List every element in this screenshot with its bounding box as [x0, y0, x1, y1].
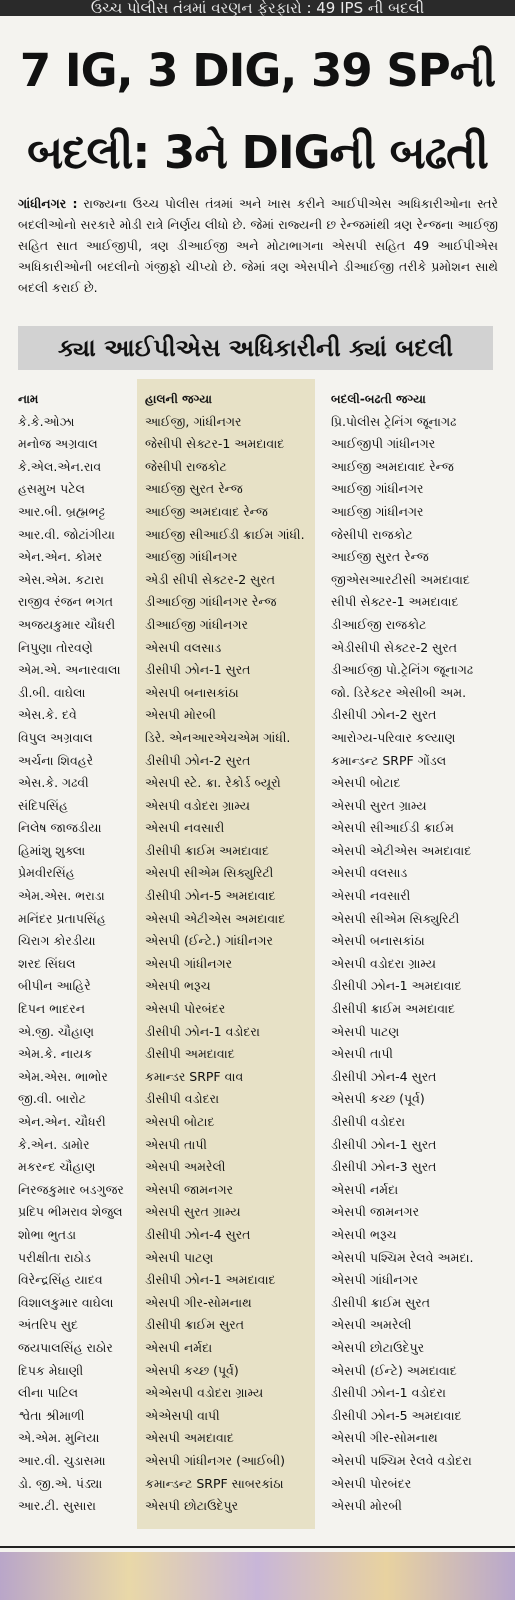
table-row — [0, 817, 515, 840]
new-post: એસપી વલસાડ — [331, 865, 408, 881]
current-post: એસપી વલસાડ — [145, 639, 222, 655]
current-post: એસપી મોરબી — [145, 707, 216, 723]
officer-name: નિલેષ જાજડીયા — [18, 820, 102, 836]
table-row — [0, 637, 515, 660]
table-row — [0, 885, 515, 908]
table-row — [0, 953, 515, 976]
current-post: એસપી નર્મદા — [145, 1339, 213, 1355]
current-post: આઈજી સુરત રેન્જ — [145, 481, 243, 497]
new-post: એસપી પોરબંદર — [331, 1475, 412, 1491]
current-post: એસપી કચ્છ (પૂર્વ) — [145, 1362, 239, 1378]
top-strip-text: ઉચ્ચ પોલીસ તંત્રમાં વરણન ફેરફારો : 49 IPS ની બદલી — [90, 0, 425, 16]
new-post: કમાન્ડન્ટ SRPF ગોંડલ — [331, 752, 447, 768]
new-post: એસપી તાપી — [331, 1046, 394, 1062]
table-row — [0, 1224, 515, 1247]
new-post: એસપી પશ્ચિમ રેલવે અમદા. — [331, 1249, 474, 1265]
new-post: એસપી નર્મદા — [331, 1181, 399, 1197]
officer-name: પ્રદિપ ભીમરાવ શેજુલ — [18, 1204, 123, 1220]
new-post: એસપી સીએમ સિક્યુરિટી — [331, 910, 460, 926]
current-post: આઈજી, ગાંધીનગર — [145, 413, 242, 429]
officer-name: અર્ચના શિવહરે — [18, 752, 94, 768]
officer-name: એન.એન. કોમર — [18, 549, 103, 565]
officer-name: રાજીવ રંજન ભગત — [18, 594, 114, 610]
officer-name: ડી.બી. વાઘેલા — [18, 684, 86, 700]
table-row — [0, 591, 515, 614]
table-row — [0, 998, 515, 1021]
officer-name: એમ.એસ. ભરાડા — [18, 888, 105, 904]
current-post: ડીસીપી ઝોન-1 સુરત — [145, 662, 251, 678]
officer-name: બીપીન આહિરે — [18, 978, 91, 994]
current-post: એસપી તાપી — [145, 1136, 208, 1152]
table-row — [0, 1021, 515, 1044]
new-post: એસપી નવસારી — [331, 888, 411, 904]
new-post: આઈજી ગાંધીનગર — [331, 481, 424, 497]
new-post: ડીઆઈજી રાજકોટ — [331, 616, 427, 632]
new-post: એસપી સુરત ગ્રામ્ય — [331, 797, 427, 813]
officer-name: નિરજકુમાર બડગુજર — [18, 1181, 124, 1197]
table-row — [0, 501, 515, 524]
officer-name: એમ.એ. અનારવાલા — [18, 662, 121, 678]
officer-name: વિપુલ અગ્રવાલ — [18, 729, 93, 745]
table-row — [0, 1314, 515, 1337]
current-post: એસપી પોરબંદર — [145, 1001, 226, 1017]
current-post: ડીસીપી ઝોન-1 અમદાવાદ — [145, 1272, 276, 1288]
current-post: એસપી બોટાદ — [145, 1114, 215, 1129]
current-post: એસપી ભરૂચ — [145, 978, 211, 994]
officer-name: અજયકુમાર ચૌધરી — [18, 616, 116, 632]
officer-name: હસમુખ પટેલ — [18, 481, 85, 497]
current-post: એસપી અમદાવાદ — [145, 1430, 234, 1446]
officer-name: આર.બી. બ્રહ્મભટ્ટ — [18, 503, 106, 519]
current-post: એસપી સુરત ગ્રામ્ય — [145, 1204, 241, 1220]
officer-name: આર.વી. ચુડાસમા — [18, 1452, 106, 1468]
current-post: એસપી સીએમ સિક્યુરિટી — [145, 865, 274, 881]
officer-name: અંતરિપ સુદ — [18, 1317, 78, 1333]
current-post: ડીસીપી ઝોન-5 અમદાવાદ — [145, 888, 276, 904]
table-row — [0, 1156, 515, 1179]
table-row — [0, 1427, 515, 1450]
table-row — [0, 1269, 515, 1292]
officer-name: મનિંદર પ્રતાપસિંહ — [18, 910, 106, 926]
header-name: નામ — [18, 392, 39, 406]
officer-name: જયપાલસિંહ રાઠોર — [18, 1339, 113, 1355]
new-post: એસપી બોટાદ — [331, 775, 401, 791]
officer-name: એમ.એસ. ભાભોર — [18, 1068, 108, 1084]
current-post: એસપી વડોદરા ગ્રામ્ય — [145, 797, 251, 813]
current-post: એસપી ગાંધીનગર — [145, 955, 233, 971]
officer-name: એસ.કે. દવે — [18, 707, 77, 723]
new-post: પ્રિ.પોલીસ ટ્રેનિંગ જૂનાગઢ — [331, 413, 457, 429]
table-row — [0, 1088, 515, 1111]
table-row — [0, 1111, 515, 1134]
officer-name: એ.એમ. મુનિયા — [18, 1430, 100, 1446]
table-row — [0, 569, 515, 592]
current-post: એસપી (ઈન્ટે.) ગાંધીનગર — [145, 933, 274, 949]
officer-name: પરીક્ષીતા રાઠોડ — [18, 1249, 91, 1265]
table-row — [0, 1382, 515, 1405]
new-post: આઈજી ગાંધીનગર — [331, 503, 424, 519]
current-post: ડીસીપી ઝોન-4 સુરત — [145, 1226, 251, 1242]
officer-name: એમ.કે. નાયક — [18, 1046, 93, 1062]
officer-name: સંદિપસિંહ — [18, 797, 68, 813]
table-row — [0, 975, 515, 998]
table-row — [0, 862, 515, 885]
new-post: આઈજી અમદાવાદ રેન્જ — [331, 458, 454, 474]
new-post: ડીસીપી વડોદરા — [331, 1114, 406, 1129]
table-row — [0, 1201, 515, 1224]
table-row — [0, 727, 515, 750]
new-post: આઈજી સુરત રેન્જ — [331, 549, 429, 565]
officer-name: મકરન્દ ચૌહાણ — [18, 1159, 96, 1175]
officer-name: શોભા ભુતડા — [18, 1226, 77, 1242]
new-post: એસપી ગાંધીનગર — [331, 1272, 419, 1288]
table-row — [0, 1134, 515, 1157]
table-row — [0, 456, 515, 479]
current-post: ડીસીપી અમદાવાદ — [145, 1046, 235, 1062]
officer-name: ડો. જી.એ. પંડ્યા — [18, 1475, 103, 1491]
officer-name: દિપન ભાદરન — [18, 1001, 86, 1017]
officer-name: કે.એન. ડામોર — [18, 1136, 90, 1152]
new-post: એસપી (ઈન્ટે) અમદાવાદ — [331, 1362, 457, 1378]
section-title: ક્યા આઈપીએસ અધિકારીની ક્યાં બદલી — [18, 326, 493, 370]
current-post: ડીઆઈજી ગાંધીનગર — [145, 616, 248, 632]
headline-line-2: બદલી: 3ને DIGની બઢતી — [27, 126, 488, 179]
table-row — [0, 840, 515, 863]
current-post: ડીઆઈજી ગાંધીનગર રેન્જ — [145, 594, 277, 610]
new-post: ડીસીપી ઝોન-3 સુરત — [331, 1159, 437, 1175]
intro-paragraph — [18, 193, 498, 298]
new-post: એડીસીપી સેક્ટર-2 સુરત — [331, 639, 458, 655]
new-post: ડીસીપી ઝોન-2 સુરત — [331, 707, 437, 723]
new-post: એસપી સીઆઈડી ક્રાઈમ — [331, 820, 454, 836]
current-post: આઈજી અમદાવાદ રેન્જ — [145, 503, 268, 519]
table-row — [0, 750, 515, 773]
current-post: ડીસીપી ઝોન-1 વડોદરા — [145, 1023, 260, 1039]
intro-text: રાજ્યના ઉચ્ચ પોલીસ તંત્રમાં અને ખાસ કરીને આઈપીએસ અધિકારીઓના સ્તરે બદલીઓનો સરકારે મોડી રાત્રે નિર્ણય લીધો છે. જેમાં રાજ્યની છ રેન્જમાંથી ત્રણ રેન્જના આઈજી સહિત સાત આઈજીપી, ત્રણ ડીઆઈજી અને મોટાભાગના એસપી સહિત 49 આઈપીએસ અધિકારીઓની બદલીનો ગંજીફો ચીપ્યો છે. જેમાં ત્રણ એસપીને ડીઆઈજી તરીકે પ્રમોશન સાથે બદલી કરાઈ છે. — [18, 196, 499, 295]
new-post: એસપી પાટણ — [331, 1023, 400, 1039]
current-post: એસપી નવસારી — [145, 820, 225, 836]
top-strip — [0, 0, 515, 16]
table-row — [0, 546, 515, 569]
table-row — [0, 524, 515, 547]
new-post: ડીસીપી ઝોન-1 વડોદરા — [331, 1385, 446, 1401]
new-post: એસપી મોરબી — [331, 1498, 402, 1514]
current-post: કમાન્ડન્ટ SRPF સાબરકાંઠા — [145, 1475, 284, 1491]
table-row — [0, 1473, 515, 1496]
table-row — [0, 908, 515, 931]
officer-name: કે.એલ.એન.રાવ — [18, 458, 102, 474]
current-post: એસપી ગીર-સોમનાથ — [145, 1294, 252, 1310]
officer-name: એ.જી. ચૌહાણ — [18, 1023, 94, 1039]
new-post: જીએસઆરટીસી અમદાવાદ — [331, 571, 470, 587]
new-post: જો. ડિરેક્ટર એસીબી અમ. — [331, 684, 467, 700]
officer-name: શ્વેતા શ્રીમાળી — [18, 1407, 85, 1423]
table-row — [0, 1179, 515, 1202]
table-row — [0, 1337, 515, 1360]
table-row — [0, 795, 515, 818]
current-post: એસપી સ્ટે. ક્રા. રેકોર્ડ બ્યૂરો — [145, 775, 281, 791]
table-row — [0, 1450, 515, 1473]
table-row — [0, 930, 515, 953]
transfer-table — [0, 388, 515, 1518]
current-post: ડીસીપી ક્રાઈમ સુરત — [145, 1317, 245, 1333]
current-post: એસપી ગાંધીનગર (આઈબી) — [145, 1452, 286, 1468]
dateline: ગાંધીનગર : — [18, 196, 78, 211]
current-post: એસપી અમરેલી — [145, 1159, 226, 1175]
new-post: ડીસીપી ક્રાઈમ અમદાવાદ — [331, 1001, 456, 1017]
table-row — [0, 1405, 515, 1428]
current-post: ડીસીપી ઝોન-2 સુરત — [145, 752, 251, 768]
officer-name: એન.એન. ચૌધરી — [18, 1114, 106, 1129]
current-post: એસપી એટીએસ અમદાવાદ — [145, 910, 286, 926]
new-post: જેસીપી રાજકોટ — [331, 526, 413, 542]
current-post: ડીસીપી ક્રાઈમ અમદાવાદ — [145, 842, 270, 858]
officer-name: પ્રેમવીરસિંહ — [18, 865, 75, 881]
officer-name: ચિરાગ કોરડીયા — [18, 933, 96, 949]
current-post: આઈજી ગાંધીનગર — [145, 549, 238, 565]
table-row — [0, 704, 515, 727]
table-row — [0, 411, 515, 434]
new-post: એસપી કચ્છ (પૂર્વ) — [331, 1091, 425, 1107]
bottom-rule — [0, 1546, 515, 1548]
current-post: એડી સીપી સેક્ટર-2 સુરત — [145, 571, 276, 587]
officer-name: એસ.કે. ગઢવી — [18, 775, 89, 791]
officer-name: હિમાંશુ શુક્લા — [18, 842, 86, 858]
current-post: કમાન્ડર SRPF વાવ — [145, 1068, 244, 1084]
headline-line-1: 7 IG, 3 DIG, 39 SPની — [19, 44, 496, 97]
table-row — [0, 614, 515, 637]
table-row — [0, 1247, 515, 1270]
table-row — [0, 682, 515, 705]
current-post: આઈજી સીઆઈડી ક્રાઈમ ગાંધી. — [145, 526, 305, 542]
new-post: ડીસીપી ઝોન-1 સુરત — [331, 1136, 437, 1152]
officer-name: વિશાલકુમાર વાઘેલા — [18, 1294, 114, 1310]
new-post: ડીસીપી ઝોન-1 અમદાવાદ — [331, 978, 462, 994]
officer-name: નિપુણા તોરવણે — [18, 639, 93, 655]
new-post: ડીસીપી ઝોન-4 સુરત — [331, 1068, 437, 1084]
new-post: એસપી ભરૂચ — [331, 1226, 397, 1242]
officer-name: શરદ સિંઘલ — [18, 955, 76, 971]
current-post: એસપી પાટણ — [145, 1249, 214, 1265]
new-post: સીપી સેક્ટર-1 અમદાવાદ — [331, 594, 459, 610]
table-row — [0, 772, 515, 795]
table-row — [0, 478, 515, 501]
new-post: એસપી ગીર-સોમનાથ — [331, 1430, 438, 1446]
footer-decorative-strip — [0, 1552, 515, 1600]
current-post: ડિરે. એનઆરએચએમ ગાંધી. — [145, 729, 291, 745]
current-post: ડીસીપી વડોદરા — [145, 1091, 220, 1107]
new-post: એસપી અમરેલી — [331, 1317, 412, 1333]
header-new-post: બદલી-બઢતી જગ્યા — [331, 392, 426, 406]
officer-name: કે.કે.ઓઝા — [18, 413, 75, 429]
current-post: એસપી છોટાઉદેપુર — [145, 1498, 239, 1514]
header-current-post: હાલની જગ્યા — [145, 392, 212, 406]
new-post: એસપી છોટાઉદેપુર — [331, 1339, 425, 1355]
officer-name: મનોજ અગ્રવાલ — [18, 436, 98, 452]
current-post: જેસીપી સેક્ટર-1 અમદાવાદ — [145, 436, 285, 452]
new-post: આરોગ્ય-પરિવાર કલ્યાણ — [331, 729, 456, 745]
officer-name: એસ.એમ. કટારા — [18, 571, 104, 587]
current-post: જેસીપી રાજકોટ — [145, 458, 227, 474]
new-post: ડીઆઈજી પો.ટ્રેનિંગ જૂનાગઢ — [331, 662, 474, 678]
officer-name: આર.ટી. સુસારા — [18, 1498, 96, 1514]
table-row — [0, 433, 515, 456]
new-post: એસપી એટીએસ અમદાવાદ — [331, 842, 472, 858]
officer-name: વિરેન્દ્રસિંહ યાદવ — [18, 1272, 103, 1288]
officer-name: જી.વી. બારોટ — [18, 1091, 87, 1107]
new-post: ડીસીપી ઝોન-5 અમદાવાદ — [331, 1407, 462, 1423]
new-post: એસપી જામનગર — [331, 1204, 420, 1220]
table-header-row — [0, 388, 515, 411]
table-row — [0, 659, 515, 682]
new-post: આઈજીપી ગાંધીનગર — [331, 436, 436, 452]
current-post: એસપી જામનગર — [145, 1181, 234, 1197]
table-row — [0, 1495, 515, 1518]
officer-name: લીના પાટિલ — [18, 1385, 79, 1401]
new-post: એસપી બનાસકાંઠા — [331, 933, 425, 949]
officer-name: દિપક મેઘાણી — [18, 1362, 84, 1378]
current-post: એએસપી વડોદરા ગ્રામ્ય — [145, 1385, 264, 1401]
table-row — [0, 1066, 515, 1089]
officer-name: આર.વી. જોટાંગીયા — [18, 526, 115, 542]
new-post: એસપી પશ્ચિમ રેલવે વડોદરા — [331, 1452, 472, 1468]
table-row — [0, 1292, 515, 1315]
new-post: એસપી વડોદરા ગ્રામ્ય — [331, 955, 437, 971]
table-row — [0, 1360, 515, 1383]
new-post: ડીસીપી ક્રાઈમ સુરત — [331, 1294, 431, 1310]
current-post: એએસપી વાપી — [145, 1407, 220, 1423]
current-post: એસપી બનાસકાંઠા — [145, 684, 239, 700]
table-row — [0, 1043, 515, 1066]
